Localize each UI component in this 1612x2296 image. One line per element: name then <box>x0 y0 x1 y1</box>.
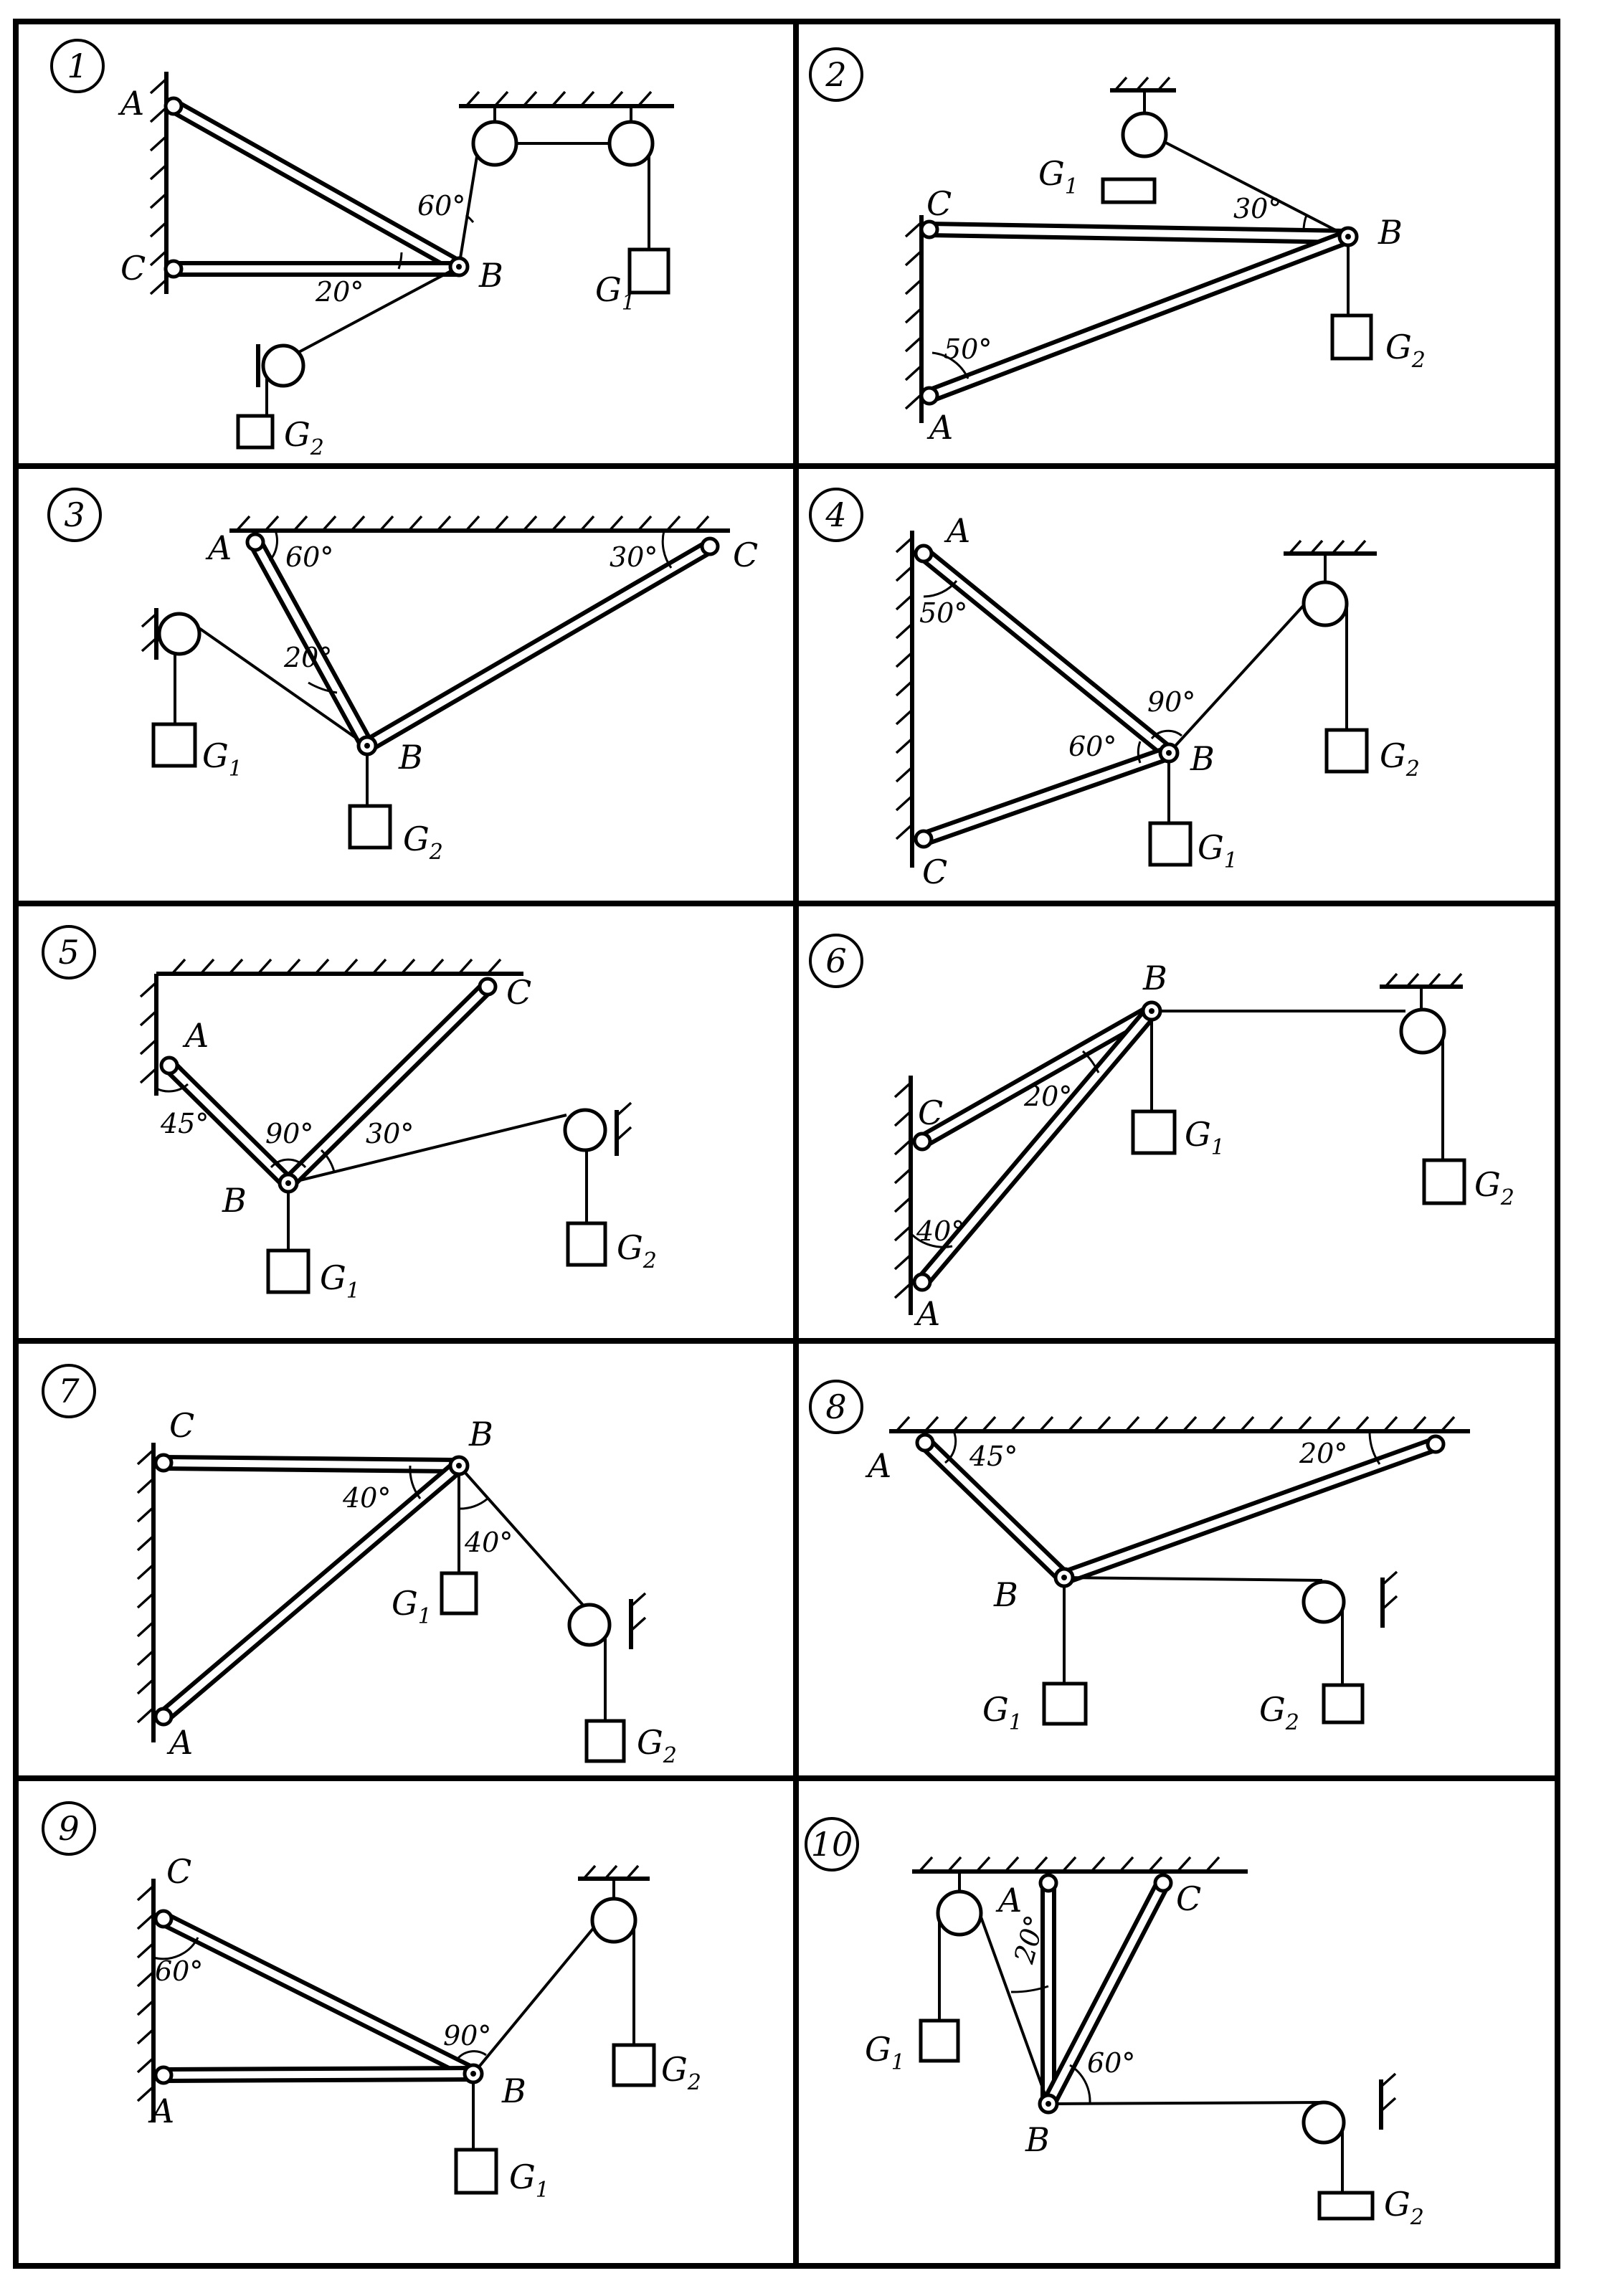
joint-a <box>921 388 937 404</box>
label-a: A <box>169 1723 194 1762</box>
weight-g1 <box>153 724 195 766</box>
label-b: B <box>502 2072 526 2110</box>
panel-number: 10 <box>810 1825 853 1864</box>
label-c: C <box>922 853 948 891</box>
weight-g2 <box>568 1223 605 1265</box>
pulley <box>569 1605 610 1645</box>
weight-label-g1: $G_1$ <box>1185 1115 1225 1160</box>
label-c: C <box>506 973 532 1012</box>
label-a: A <box>916 1294 941 1333</box>
weight-label-g1: $G_1$ <box>595 270 635 316</box>
weight-g2 <box>1424 1160 1464 1203</box>
pulley <box>565 1110 605 1150</box>
label-b: B <box>479 256 503 295</box>
joint-a <box>917 1435 933 1451</box>
weight-label-g2: $G_2$ <box>617 1228 657 1273</box>
joint-c <box>1155 1875 1171 1891</box>
label-a: A <box>947 511 971 550</box>
weight-label-g2: $G_2$ <box>1380 736 1420 782</box>
weight-label-g2: $G_2$ <box>637 1723 677 1768</box>
panel-number: 2 <box>825 55 847 94</box>
wall-hatching <box>151 79 166 294</box>
label-b: B <box>1190 739 1215 778</box>
weight-g2 <box>587 1721 624 1761</box>
weight-label-g2: $G_2$ <box>661 2050 701 2095</box>
label-b: B <box>469 1415 493 1453</box>
pulley <box>1304 1582 1344 1622</box>
panel-10 <box>806 1818 1424 2230</box>
label-b: B <box>399 738 423 777</box>
angle-label-20: 20° <box>1299 1438 1348 1469</box>
joint-c <box>921 222 937 237</box>
joint-a <box>247 534 263 550</box>
weight-label-g2: $G_2$ <box>1384 2185 1424 2230</box>
angle-label-20: 20° <box>316 276 364 308</box>
rope <box>1064 1578 1342 1685</box>
weight-g2 <box>1324 1685 1362 1722</box>
label-c: C <box>1176 1879 1202 1918</box>
label-b: B <box>1378 213 1403 252</box>
pulley <box>592 1899 635 1942</box>
weight-label-g1: $G_1$ <box>202 736 242 782</box>
weight-label-g1: $G_1$ <box>320 1258 360 1304</box>
pulley <box>1401 1010 1444 1053</box>
angle-label-60: 60° <box>417 190 466 222</box>
joint-c <box>1428 1436 1443 1452</box>
pulley-top <box>938 1892 981 1935</box>
weight-label-g2: $G_2$ <box>1259 1690 1299 1735</box>
joint-a <box>156 2067 171 2083</box>
panel-8 <box>810 1381 1470 1735</box>
wall-hatching <box>138 1450 153 1722</box>
angle-label-50: 50° <box>944 333 992 365</box>
angle-label-90: 90° <box>443 2020 492 2051</box>
label-a: A <box>929 408 954 447</box>
panel-number: 5 <box>58 933 80 972</box>
angle-label-45: 45° <box>969 1441 1018 1472</box>
rope <box>175 625 367 806</box>
wall-hatching <box>906 222 921 409</box>
label-c: C <box>166 1852 192 1891</box>
weight-g1 <box>921 2021 958 2061</box>
weight-label-g1: $G_1$ <box>982 1690 1023 1735</box>
angle-label-90: 90° <box>265 1118 314 1149</box>
pulley-bottom <box>263 346 303 386</box>
weight-g2 <box>614 2045 654 2085</box>
joint-c <box>916 831 931 847</box>
weight-g1 <box>630 250 668 293</box>
weight-g1 <box>1150 823 1190 865</box>
angle-label-60: 60° <box>155 1955 204 1987</box>
angle-arc-40-right <box>459 1499 488 1509</box>
angle-label-30: 30° <box>610 541 658 573</box>
panel-4 <box>810 489 1420 891</box>
label-b: B <box>1025 2120 1050 2159</box>
panel-3 <box>49 489 758 865</box>
angle-label-20: 20° <box>1024 1081 1073 1112</box>
panel-number: 8 <box>825 1387 847 1426</box>
angle-arc-60 <box>1138 741 1140 763</box>
label-c: C <box>120 249 146 288</box>
panel-number: 1 <box>67 47 88 85</box>
joint-c <box>480 979 496 995</box>
angle-label-40-left: 40° <box>343 1482 392 1514</box>
label-c: C <box>169 1406 195 1445</box>
weight-g1 <box>1133 1111 1175 1153</box>
panel-7 <box>43 1365 677 1768</box>
weight-g2 <box>1327 730 1367 772</box>
label-a: A <box>998 1881 1023 1920</box>
weight-g2 <box>238 416 272 447</box>
weight-label-g2: $G_2$ <box>284 415 324 460</box>
joint-a <box>914 1274 930 1290</box>
label-a: A <box>208 528 232 567</box>
rope <box>939 1913 1342 2193</box>
joint-a <box>166 98 181 114</box>
weight-g1 <box>1103 179 1155 202</box>
angle-label-30: 30° <box>366 1118 414 1149</box>
panel-number: 6 <box>825 941 847 980</box>
label-b: B <box>994 1575 1018 1614</box>
joint-c <box>156 1911 171 1927</box>
wall-hatching <box>138 1886 153 2101</box>
weight-label-g2: $G_2$ <box>403 820 443 865</box>
angle-label-90: 90° <box>1147 686 1196 718</box>
wall-hatching <box>141 982 156 1083</box>
label-c: C <box>926 184 952 223</box>
weight-g1 <box>456 2150 496 2193</box>
weight-g2 <box>1319 2193 1372 2219</box>
angle-label-20: 20° <box>284 642 333 673</box>
weight-g2 <box>350 806 390 848</box>
panel-6 <box>810 935 1514 1333</box>
wall-hatching <box>896 538 912 839</box>
joint-c <box>156 1455 171 1471</box>
weight-g1 <box>1044 1684 1086 1724</box>
angle-label-20: 20° <box>1008 1912 1051 1967</box>
rope <box>473 1922 634 2150</box>
label-c: C <box>733 536 759 574</box>
angle-label-60: 60° <box>1068 731 1117 762</box>
weight-label-g1: $G_1$ <box>1198 828 1238 873</box>
weight-label-g1: $G_1$ <box>392 1584 432 1629</box>
panel-5 <box>43 926 657 1304</box>
joint-a <box>156 1709 171 1725</box>
angle-label-45: 45° <box>161 1108 209 1139</box>
angle-label-50: 50° <box>919 597 968 629</box>
angle-label-30: 30° <box>1233 193 1282 224</box>
pulley <box>1304 582 1347 625</box>
pulley-left <box>473 122 516 165</box>
panel-number: 9 <box>58 1809 80 1848</box>
label-a: A <box>185 1016 209 1055</box>
panel-1 <box>52 40 674 460</box>
joint-a <box>1040 1875 1056 1891</box>
angle-label-40: 40° <box>916 1215 965 1247</box>
weight-label-g2: $G_2$ <box>1385 328 1426 373</box>
pulley <box>1123 113 1166 156</box>
label-b: B <box>222 1181 247 1220</box>
joint-c <box>914 1134 930 1149</box>
weight-label-g1: $G_1$ <box>865 2030 905 2075</box>
panel-9 <box>43 1803 701 2203</box>
joint-a <box>161 1058 177 1073</box>
pulley <box>159 614 199 654</box>
pulley-right <box>610 122 653 165</box>
joint-c <box>166 261 181 277</box>
weight-label-g1: $G_1$ <box>1038 154 1078 199</box>
weight-g2 <box>1332 316 1371 359</box>
panel-2 <box>810 49 1426 447</box>
weight-label-g1: $G_1$ <box>509 2158 549 2203</box>
wall-hatching <box>895 1083 911 1298</box>
panel-number: 3 <box>64 495 85 534</box>
label-c: C <box>918 1094 944 1132</box>
label-a: A <box>151 2092 175 2130</box>
joint-a <box>916 546 931 561</box>
panel-number: 4 <box>825 495 847 534</box>
weight-g1 <box>268 1251 308 1292</box>
label-a: A <box>120 84 145 123</box>
label-a: A <box>868 1446 892 1485</box>
panel-number: 7 <box>58 1372 80 1410</box>
pulley-right <box>1304 2102 1344 2143</box>
angle-label-60: 60° <box>285 541 334 573</box>
weight-label-g2: $G_2$ <box>1474 1165 1514 1210</box>
angle-label-60: 60° <box>1087 2047 1136 2079</box>
label-b: B <box>1143 959 1167 997</box>
weight-g1 <box>442 1573 476 1613</box>
joint-c <box>702 539 718 554</box>
angle-label-40-right: 40° <box>465 1527 513 1558</box>
